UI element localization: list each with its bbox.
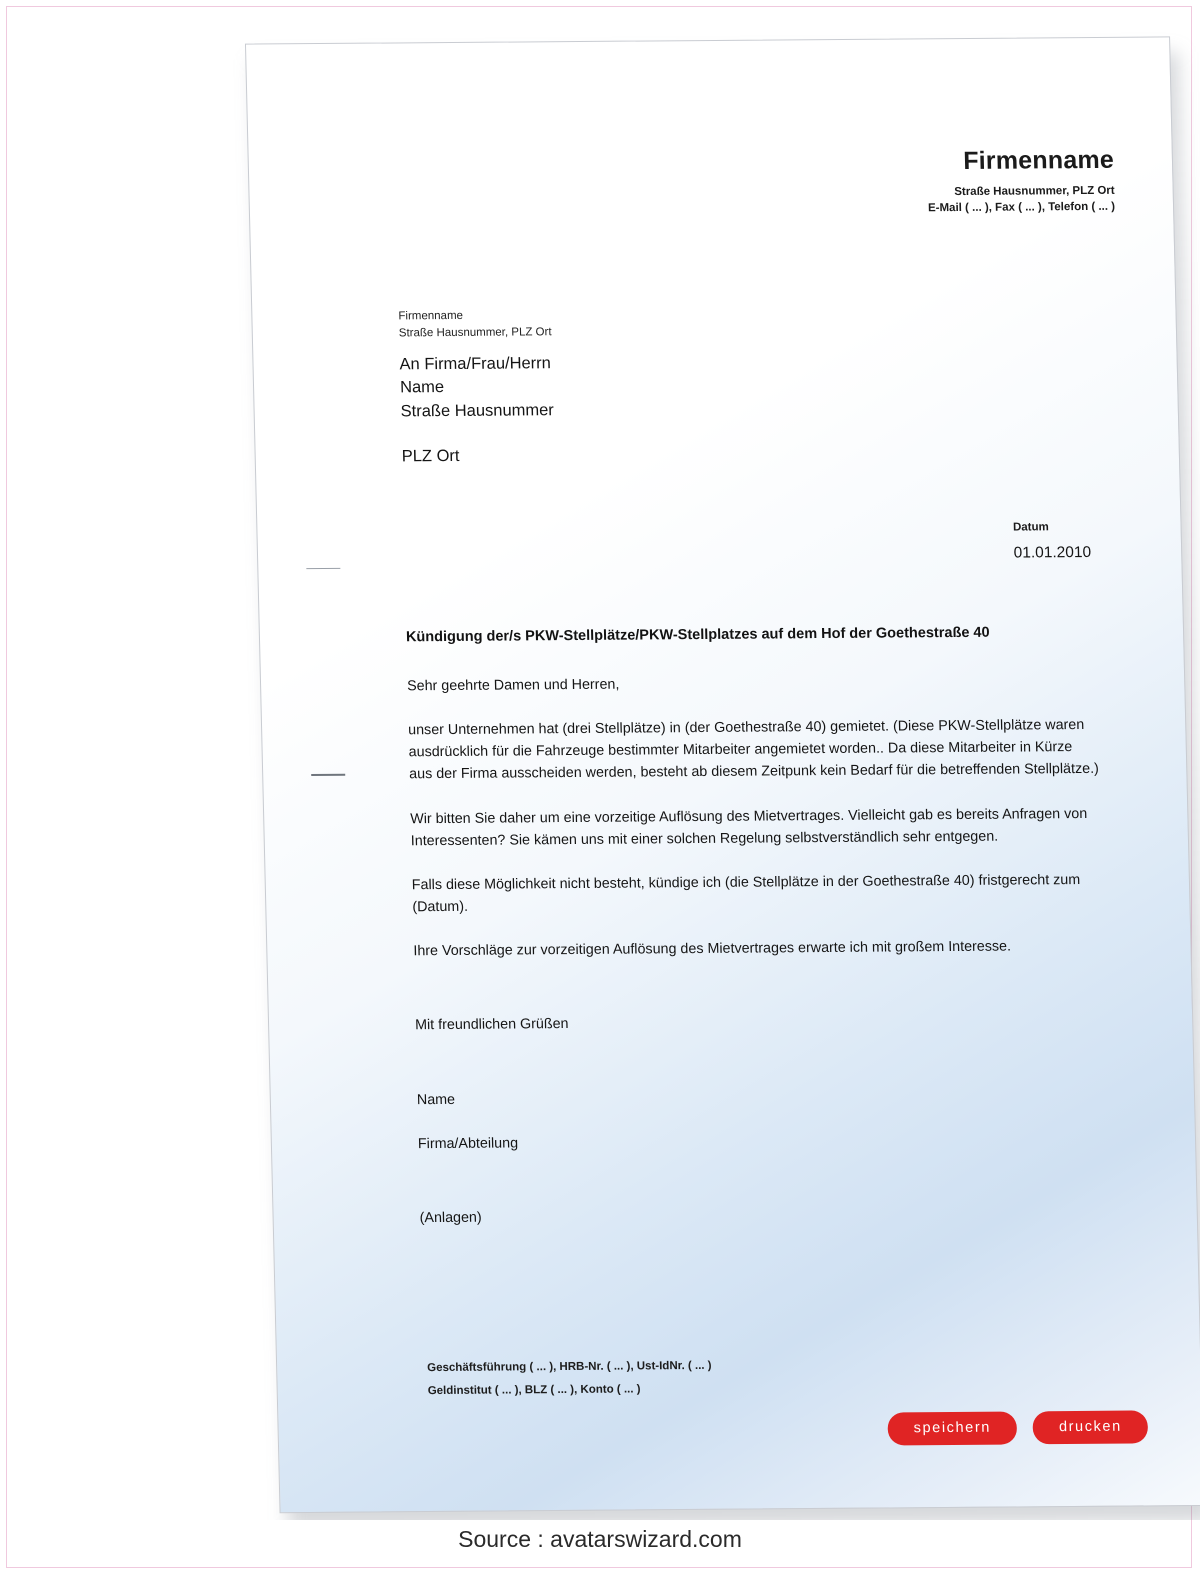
print-button[interactable]: drucken [1033,1410,1149,1444]
footer-line-1: Geschäftsführung ( ... ), HRB-Nr. ( ... ), Ust-IdNr. ( ... ) [427,1359,712,1375]
date-label: Datum [1012,521,1049,534]
recipient-line-1: An Firma/Frau/Herrn [399,354,552,374]
sender-address: Straße Hausnummer, PLZ Ort [398,326,552,340]
source-caption: Source : avatarswizard.com [458,1526,742,1552]
company-contact: E-Mail ( ... ), Fax ( ... ), Telefon ( ... ) [927,200,1116,215]
attachments-note: (Anlagen) [419,1209,482,1227]
signer-department: Firma/Abteilung [417,1135,519,1152]
recipient-line-2: Name [399,378,445,397]
letterhead [927,146,1116,214]
sender-block [398,307,552,343]
fold-mark-upper [306,568,340,569]
date-value: 01.01.2010 [1013,543,1092,562]
action-button-row [887,1410,1148,1446]
letter-body [407,670,1111,1251]
closing: Mit freundlichen Grüßen [414,1016,569,1034]
sender-company: Firmenname [398,309,464,323]
company-address: Straße Hausnummer, PLZ Ort [954,184,1115,199]
footer-line-2: Geldinstitut ( ... ), BLZ ( ... ), Konto ( ... ) [427,1383,641,1398]
body-paragraph-2: Wir bitten Sie daher um eine vorzeitige Auflösung des Mietvertrages. Vielleicht gab es bereits Anfragen von Interessenten? Sie kämen uns mit einer solchen Regelung selbstverständlich sehr entgegen. [410,805,1088,850]
footer-legal [427,1355,712,1403]
recipient-line-4: PLZ Ort [401,447,460,466]
save-button[interactable]: speichern [887,1411,1017,1446]
recipient-block [399,352,555,469]
fold-mark-lower [311,774,345,776]
letter-sheet-wrapper [245,36,1200,1513]
date-block [1013,521,1092,563]
company-name: Firmenname [962,145,1115,175]
body-paragraph-4: Ihre Vorschläge zur vorzeitigen Auflösung des Mietvertrages erwarte ich mit großem Interesse. [413,938,1012,960]
body-paragraph-1: unser Unternehmen hat (drei Stellplätze) in (der Goethestraße 40) gemietet. (Diese PKW-Stellplätze waren ausdrücklich für die Fahrzeuge bestimmter Mitarbeiter angemietet worden.. Da diese Mitarbeiter in Kürze aus der Firma ausscheiden werden, besteht ab diesem Zeitpunk kein Bedarf für die betreffenden Stellplätze.) [407,717,1100,783]
subject-line: Kündigung der/s PKW-Stellplätze/PKW-Stellplatzes auf dem Hof der Goethestraße 40 [405,624,990,646]
recipient-line-3: Straße Hausnummer [400,401,555,421]
signer-name: Name [416,1091,456,1108]
salutation: Sehr geehrte Damen und Herren, [406,676,620,695]
body-paragraph-3: Falls diese Möglichkeit nicht besteht, kündige ich (die Stellplätze in der Goethestraße 40) fristgerecht zum (Datum). [411,871,1081,916]
letter-sheet [245,36,1200,1513]
